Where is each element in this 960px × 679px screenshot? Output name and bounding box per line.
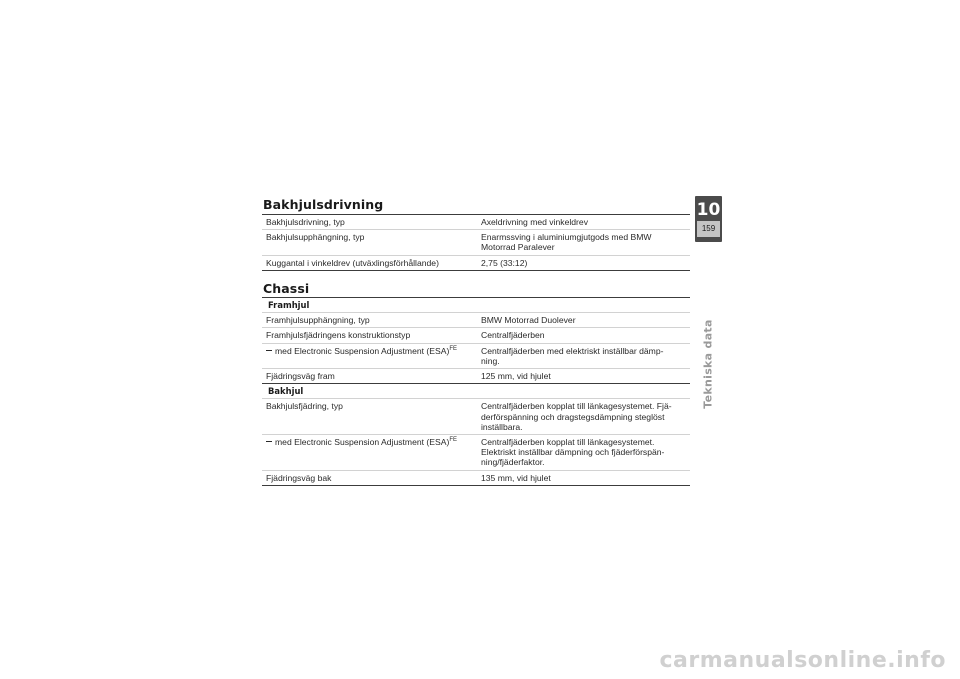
table-row (262, 214, 690, 230)
row-label: Framhjulsupphängning, typ (266, 315, 370, 326)
row-value: Centralfjäderben kopplat till länkagesystemet. Elektriskt inställbar dämpning och fjäderförspän-ning/fjäderfaktor. (481, 437, 665, 468)
dash-icon (266, 350, 272, 351)
table-row (262, 328, 690, 343)
subheading-rear-wheel: Bakhjul (262, 384, 690, 399)
row-label: Kuggantal i vinkeldrev (utväxlingsförhållande) (266, 257, 439, 268)
row-label: Fjädringsväg fram (266, 371, 335, 382)
chapter-tab[interactable] (695, 196, 722, 242)
table-row (262, 369, 690, 384)
section-title-chassis: Chassi (263, 281, 310, 296)
chapter-side-label: Tekniska data (701, 319, 715, 409)
row-value: Axeldrivning med vinkeldrev (481, 217, 588, 227)
row-label: Fjädringsväg bak (266, 472, 332, 483)
row-label: Bakhjulsupphängning, typ (266, 232, 365, 243)
row-label-text: med Electronic Suspension Adjustment (ESA) (275, 345, 450, 356)
table-row (262, 344, 690, 369)
row-value: BMW Motorrad Duolever (481, 315, 576, 326)
row-value: 2,75 (33:12) (481, 257, 528, 268)
table-row (262, 435, 690, 471)
section-title-rear-drive: Bakhjulsdrivning (263, 197, 384, 212)
row-label-esa (262, 437, 476, 468)
row-value: Enarmssving i aluminiumgjutgods med BMW Motorrad Paralever (481, 232, 652, 253)
row-value: Centralfjäderben (481, 330, 545, 341)
row-label: Bakhjulsfjädring, typ (266, 401, 343, 412)
footnote-sup: FE (449, 345, 458, 352)
table-row (262, 256, 690, 271)
row-label-esa (262, 346, 476, 366)
row-value: 125 mm, vid hjulet (481, 371, 551, 382)
table-row (262, 230, 690, 255)
chapter-number: 10 (696, 200, 721, 220)
row-label: Bakhjulsdrivning, typ (266, 217, 345, 227)
rear-drive-table (262, 214, 690, 271)
footnote-sup: FE (449, 437, 458, 444)
table-row (262, 399, 690, 435)
table-row (262, 471, 690, 486)
subheading-front-wheel: Framhjul (262, 297, 690, 313)
table-row (262, 313, 690, 328)
row-value: 135 mm, vid hjulet (481, 472, 551, 483)
row-value: Centralfjäderben kopplat till länkagesystemet. Fjä-derförspänning och dragstegsdämpning steglöst inställbara. (481, 401, 672, 432)
chassis-table (262, 297, 690, 486)
page-number: 159 (697, 221, 720, 237)
watermark: carmanualsonline.info (659, 648, 946, 673)
row-value: Centralfjäderben med elektriskt inställbar dämp-ning. (481, 345, 664, 366)
dash-icon (266, 441, 272, 442)
row-label: Framhjulsfjädringens konstruktionstyp (266, 330, 411, 341)
row-label-text: med Electronic Suspension Adjustment (ESA) (275, 437, 450, 448)
